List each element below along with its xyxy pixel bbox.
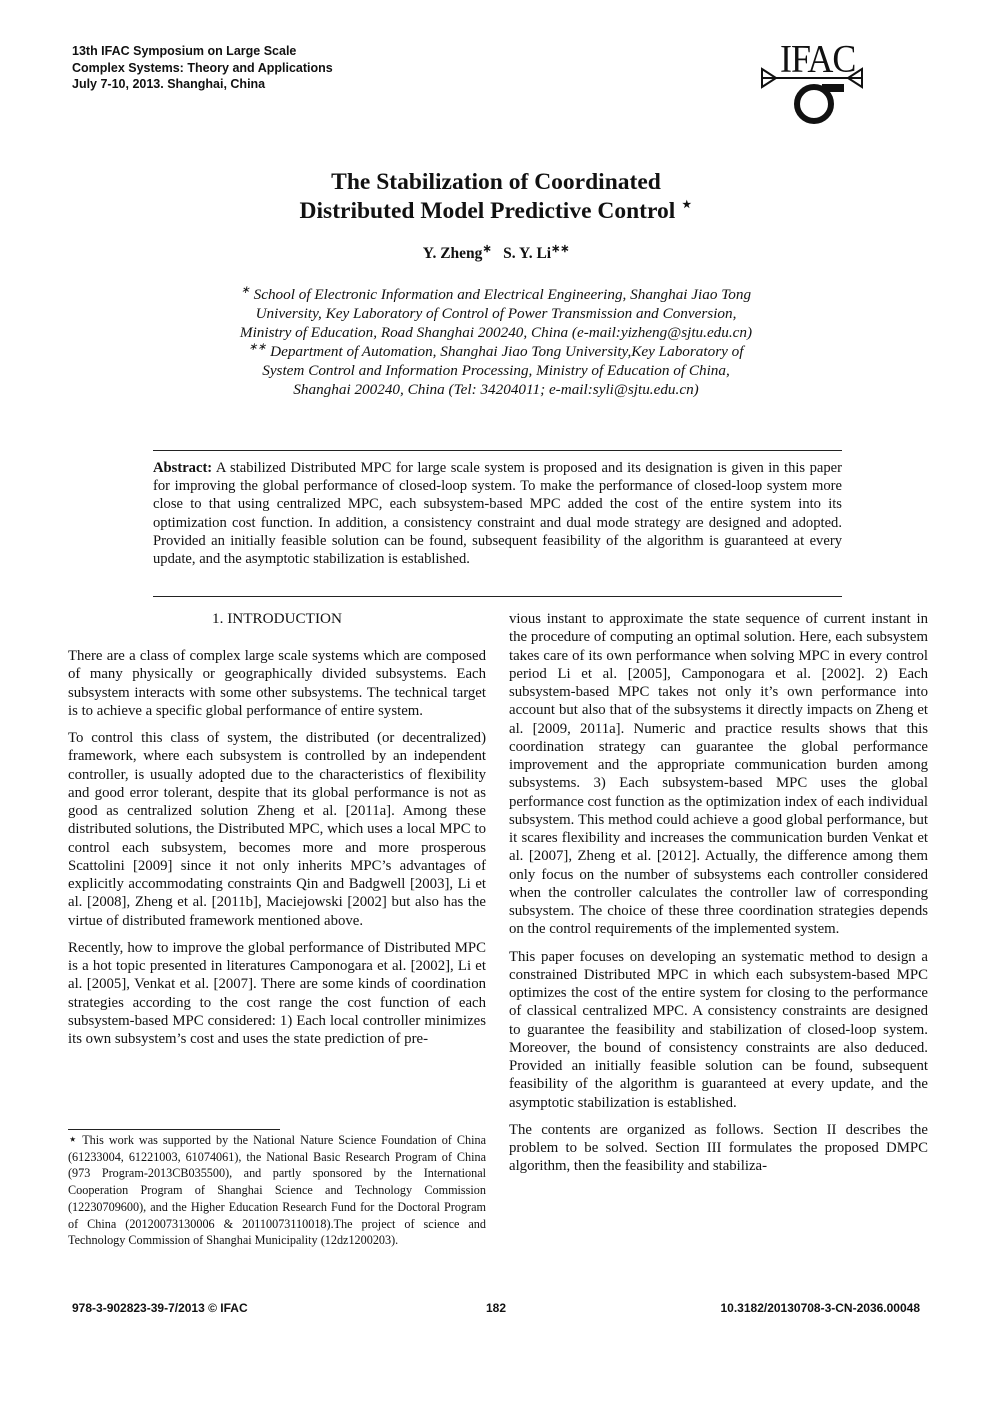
abstract-label: Abstract: xyxy=(153,460,213,476)
abstract-bottom-rule xyxy=(153,596,842,597)
ifac-logo-icon xyxy=(758,36,870,136)
paper-title xyxy=(150,168,842,227)
ifac-logo xyxy=(758,36,870,136)
paragraph: This paper focuses on developing an systematic method to design a constrained Distributed MPC in which each subsystem-based MPC optimizes the cost of the entire system for closing to the performance of classical centralized MPC. A consistency constraints are designed to guarantee the feasibility and stabilization of closed-loop system. Moreover, the bound of consistency constraints are also deduced. Provided an initially feasible solution can be found, subsequent feasibility of the algorithm is guaranteed at every update, and the asymptotic stabilization is established. xyxy=(509,948,928,1111)
affiliation-1 xyxy=(236,285,756,342)
paragraph: The contents are organized as follows. Section II describes the problem to be solved. Section III formulates the proposed DMPC algorithm, then the feasibility and stabiliza- xyxy=(509,1121,928,1175)
affiliation-2-text: Department of Automation, Shanghai Jiao Tong University,Key Laboratory of System Control and Information Processing, Ministry of Education of China, Shanghai 200240, China (Tel: 34204011; e-mail:syli@sjtu.edu.cn) xyxy=(262,343,744,398)
affiliation-2 xyxy=(236,342,756,399)
title-line-2 xyxy=(150,194,842,227)
section-heading: 1. INTRODUCTION xyxy=(212,610,342,627)
affiliation-1-text: School of Electronic Information and Electrical Engineering, Shanghai Jiao Tong University, Key Laboratory of Control of Power Transmission and Conversion, Ministry of Education, Road Shanghai 200240, China (e-mail:yizheng@sjtu.edu.cn) xyxy=(239,286,753,341)
conference-info xyxy=(72,43,333,93)
conference-line-3: July 7-10, 2013. Shanghai, China xyxy=(72,77,266,91)
affiliations xyxy=(236,285,756,399)
affiliation-1-mark: ∗ xyxy=(240,284,250,296)
right-column xyxy=(509,610,928,1176)
abstract-text: A stabilized Distributed MPC for large scale system is proposed and its designation is given in this paper for improving the global performance of closed-loop system. To make the performance of closed-loop system more close to that using centralized MPC, each subsystem-based MPC added the cost of the entire system into its optimization cost function. In addition, a consistency constraint and dual mode strategy are designed and adopted. Provided an initially feasible solution can be found, subsequent feasibility of the algorithm is guaranteed at every update, and the asymptotic stabilization is established. xyxy=(153,460,842,568)
title-line-2-text: Distributed Model Predictive Control xyxy=(299,198,676,224)
footer-isbn: 978-3-902823-39-7/2013 © IFAC xyxy=(72,1301,248,1315)
title-star: ⋆ xyxy=(681,194,693,214)
paragraph: vious instant to approximate the state sequence of current instant in the procedure of computing an optimal solution. Here, each subsystem takes care of its own performance when solving MPC in every control period Li et al. [2005], Camponogara et al. [2002]. 2) Each subsystem-based MPC takes not only it’s own performance into account but also that of the subsystems it directly impacts on Zheng et al. [2009, 2011a]. Numeric and practice results shows that this coordination strategy can guarantee the global performance improvement and the appropriate communication burden among subsystems. 3) Each subsystem-based MPC uses the global performance cost function as the optimization index of each individual subsystem. This method could achieve a good global performance, but it scares flexibility and increases the communication burden Venkat et al. [2007], Zheng et al. [2012]. Actually, the difference among them only focus on the number of subsystems each controller considered when the controller calculates the controller law of corresponding subsystem. The choice of these three coordination strategies depends on the control requirements of the implemented system. xyxy=(509,611,928,938)
footnote-mark: ⋆ xyxy=(68,1132,78,1148)
ifac-logo-text: IFAC xyxy=(780,37,856,81)
authors xyxy=(150,242,842,263)
paragraph: Recently, how to improve the global performance of Distributed MPC is a hot topic presented in literatures Camponogara et al. [2002], Li et al. [2005], Venkat et al. [2007]. There are some kinds of coordination strategies according to the cost range the cost function of each subsystem-based MPC considered: 1) Each local controller minimizes its own subsystem’s cost and uses the state prediction of pre- xyxy=(68,939,486,1047)
conference-line-1: 13th IFAC Symposium on Large Scale xyxy=(72,44,297,58)
conference-line-2: Complex Systems: Theory and Applications xyxy=(72,60,333,75)
footnote xyxy=(68,1132,486,1249)
paragraph: To control this class of system, the distributed (or decentralized) framework, where each subsystem is controlled by an independent controller, is usually adopted due to the characteristics of flexibility and good error tolerant, despite that its global performance is not as good as centralized solution Zheng et al. [2011a]. Among these distributed solutions, the Distributed MPC, which uses a local MPC to control each subsystem, becomes more and more prosperous Scattolini [2009] since it not only inherits MPC’s advantages of explicitly accommodating constraints Qin and Badgwell [2003], Li et al. [2008], Zheng et al. [2011b], Maciejowski [2002] but also has the virtue of distributed framework mentioned above. xyxy=(68,730,486,929)
abstract-top-rule xyxy=(153,450,842,451)
footer-doi: 10.3182/20130708-3-CN-2036.00048 xyxy=(720,1301,920,1315)
page-number: 182 xyxy=(485,1301,507,1315)
author-2: S. Y. Li xyxy=(503,245,552,262)
abstract xyxy=(153,459,842,568)
author-1: Y. Zheng xyxy=(422,245,483,262)
author-2-mark: ∗∗ xyxy=(551,242,570,255)
affiliation-2-mark: ∗∗ xyxy=(248,341,267,353)
left-column xyxy=(68,610,486,1048)
paragraph: There are a class of complex large scale systems which are composed of many physically or geographically divided subsystems. Each subsystem interacts with some other subsystems. The technical target is to achieve a specific global performance of entire system. xyxy=(68,648,486,719)
footnote-paragraph xyxy=(68,1132,486,1249)
footnote-text: This work was supported by the National Nature Science Foundation of China (61233004, 61221003, 61074061), the National Basic Research Program of China (973 Program-2013CB035500), and partly sponsored by the International Cooperation Program of Shanghai Science and Technology Commission (12230709600), and the Higher Education Research Fund for the Doctoral Program of China (20120073130006 & 20110073110018).The project of science and Technology Commission of Shanghai Municipality (12dz1200203). xyxy=(68,1133,486,1248)
author-1-mark: ∗ xyxy=(482,242,492,255)
footnote-rule xyxy=(68,1129,280,1130)
title-line-1: The Stabilization of Coordinated xyxy=(331,169,661,195)
